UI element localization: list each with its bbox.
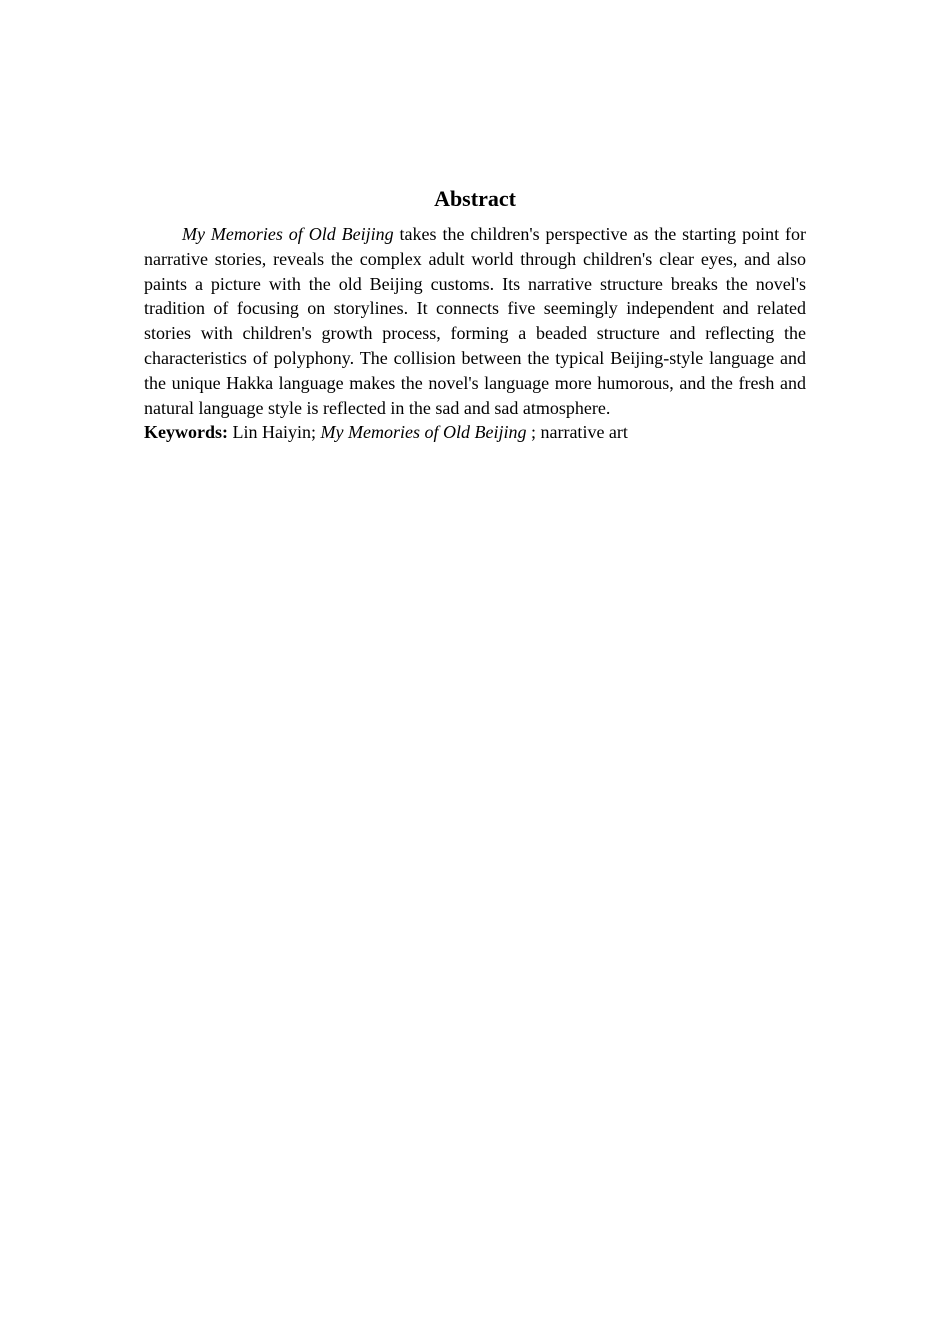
keyword-author: Lin Haiyin; (228, 422, 321, 443)
keywords-label: Keywords: (144, 422, 228, 443)
keyword-book-title: My Memories of Old Beijing (320, 422, 527, 443)
keywords-line (144, 420, 806, 445)
abstract-paragraph (144, 222, 806, 420)
keyword-topic: ; narrative art (526, 422, 628, 443)
book-title: My Memories of Old Beijing (182, 224, 394, 244)
abstract-text: takes the children's perspective as the starting point for narrative stories, reveals the complex adult world through children's clear eyes, and also paints a picture with the old Beijing customs. Its narrative structure breaks the novel's tradition of focusing on storylines. It connects five seemingly independent and related stories with children's growth process, forming a beaded structure and reflecting the characteristics of polyphony. The collision between the typical Beijing-style language and the unique Hakka language makes the novel's language more humorous, and the fresh and natural language style is reflected in the sad and sad atmosphere. (144, 224, 806, 418)
abstract-heading: Abstract (434, 186, 516, 211)
abstract-section (144, 184, 806, 445)
